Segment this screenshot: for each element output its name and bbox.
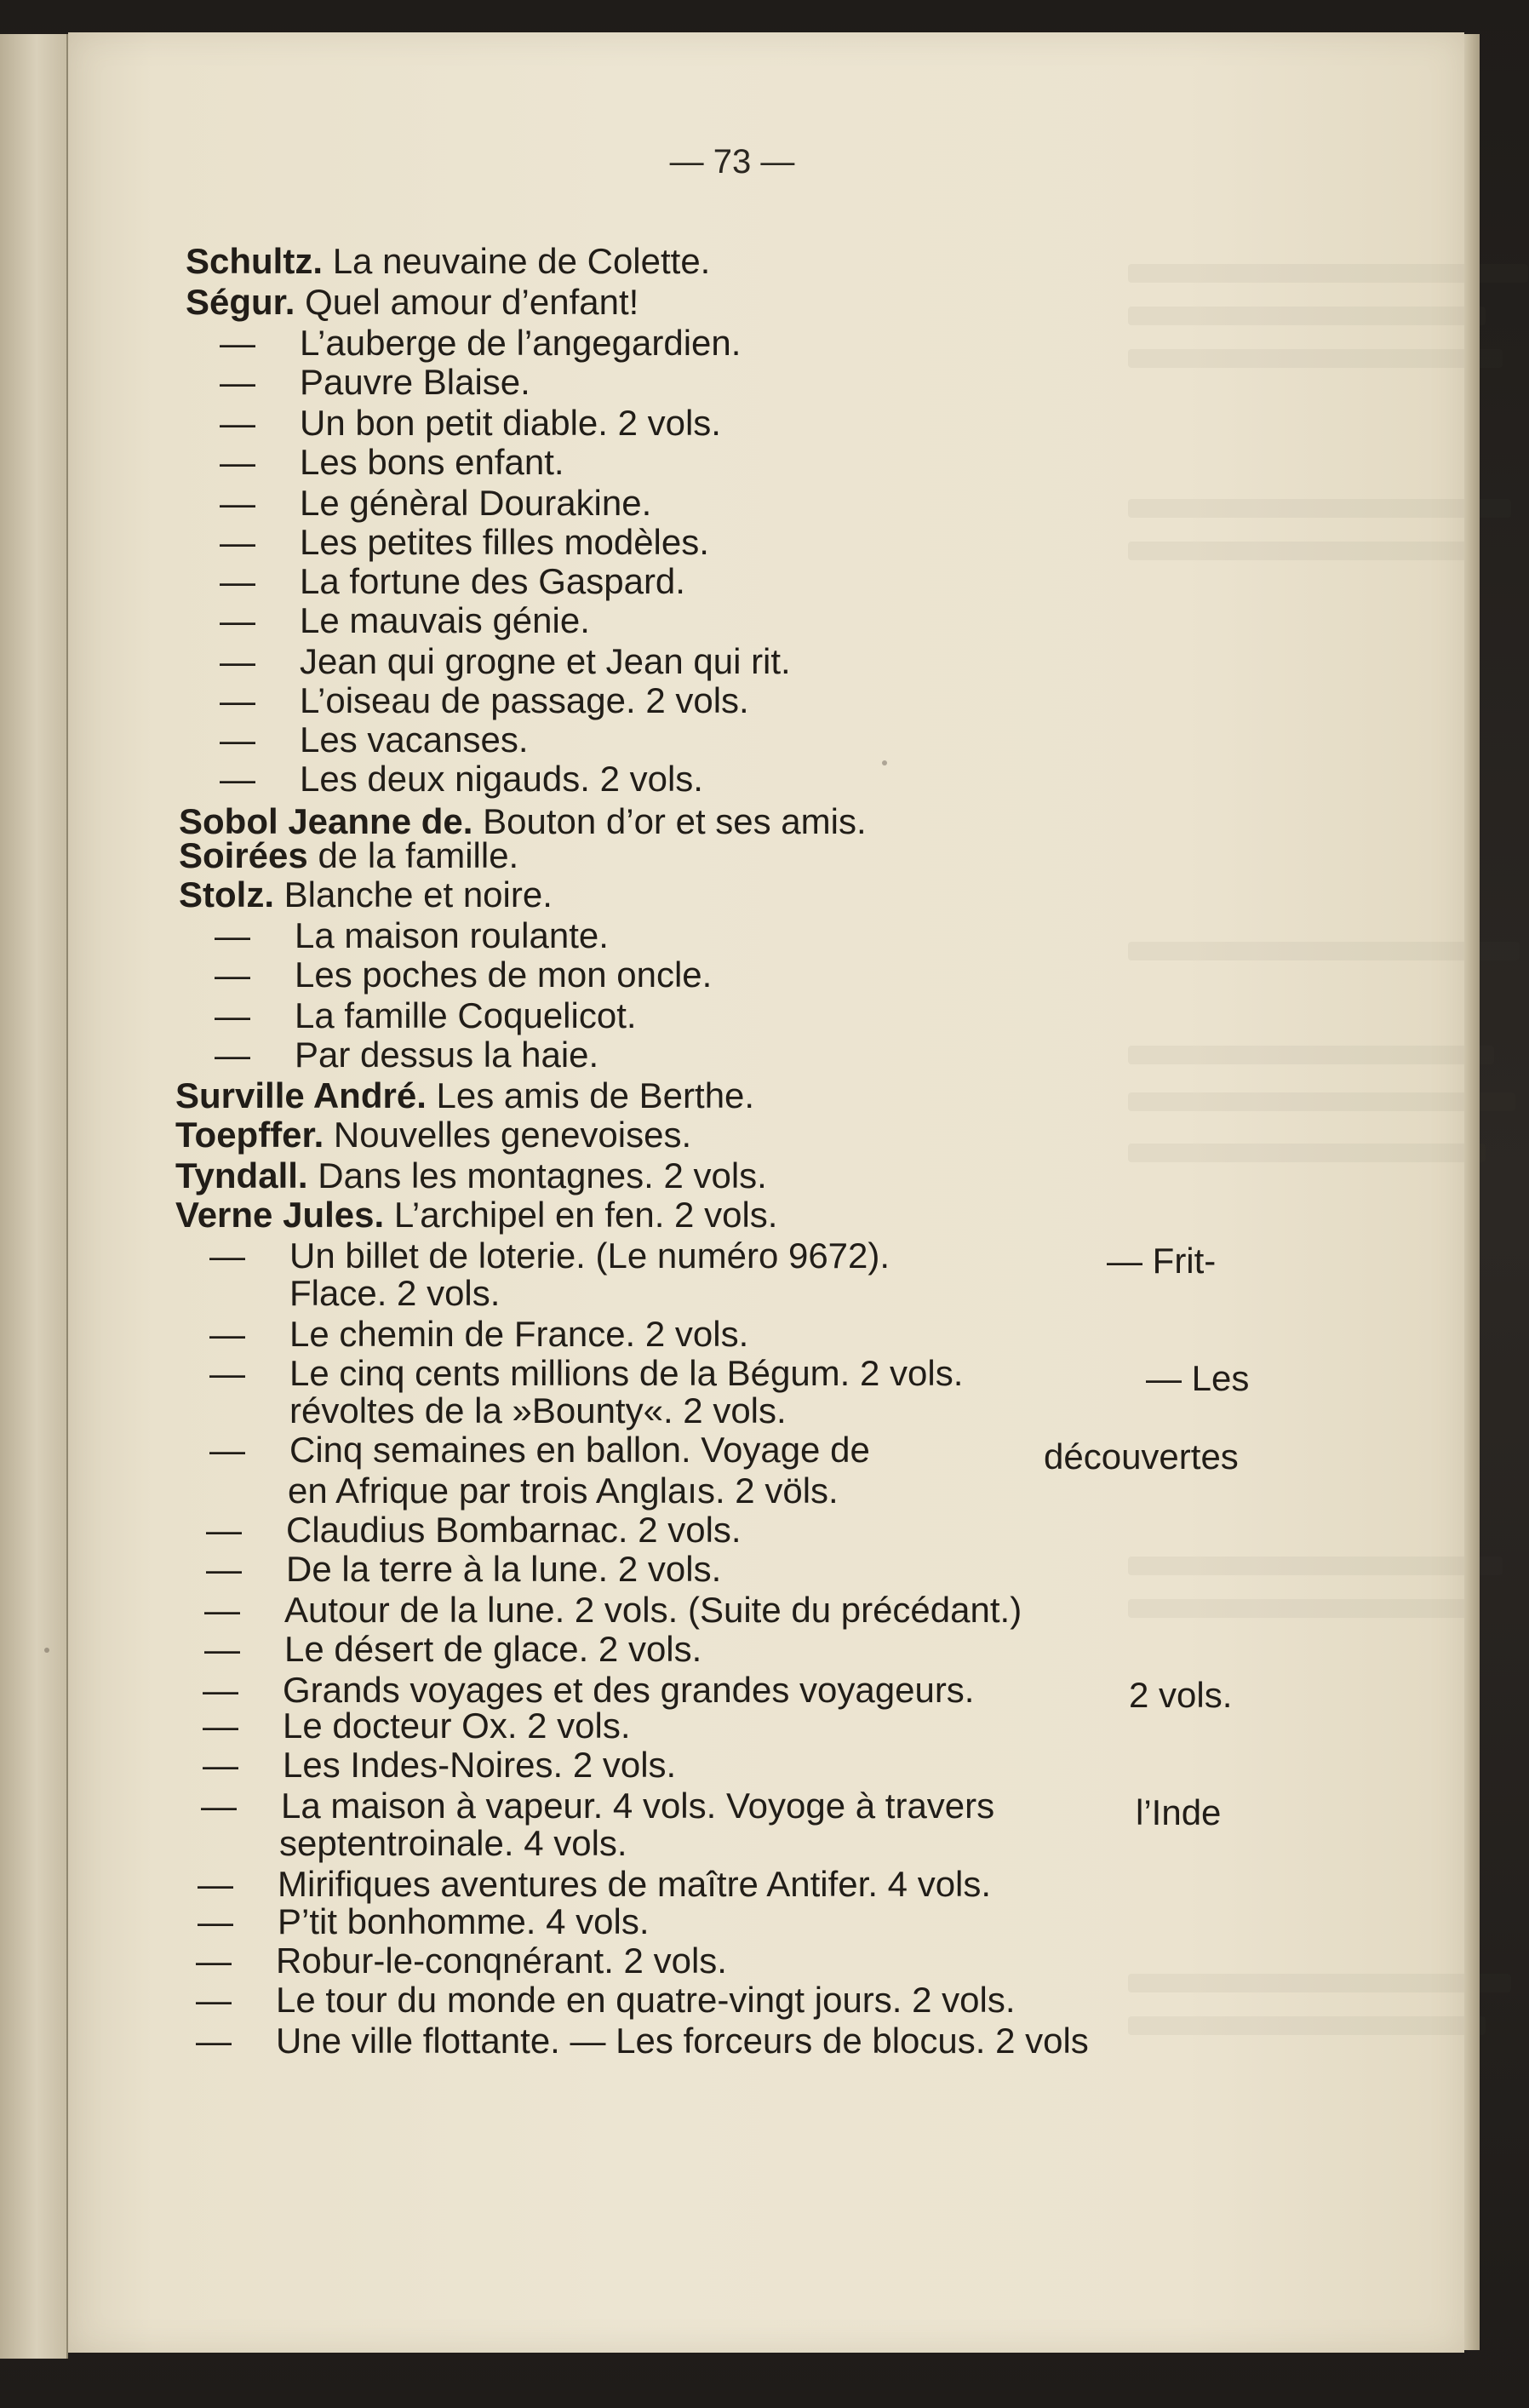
list-item [196,1979,1016,2021]
book-title: Le tour du monde en quatre-vingt jours. 2 vols. [276,1980,1016,2020]
author-name: Verne Jules. [175,1195,385,1235]
list-item [220,322,742,364]
book-title: Nouvelles genevoises. [333,1115,692,1155]
book-title: Grands voyages et des grandes voyageurs. [283,1670,975,1710]
ditto-dash: — [215,955,250,995]
book-title: Les petites filles modèles. [300,522,709,562]
ditto-dash: — [209,1430,245,1470]
list-item [220,560,685,603]
ditto-dash: — [206,1549,242,1589]
ditto-dash: — [209,1236,245,1276]
book-title: La famille Coquelicot. [295,995,637,1035]
list-item [198,1901,650,1943]
book-title: Par dessus la haie. [295,1035,599,1075]
book-title-wrap: septentroinale. 4 vols. [279,1823,627,1863]
book-title-wrap: en Afrique par trois Anglaıs. 2 völs. [288,1471,839,1511]
list-item [215,914,609,957]
list-item [220,640,791,683]
list-item [209,1235,890,1277]
author-name: Soirées [179,835,308,875]
list-item [215,995,637,1037]
book-title: Cinq semaines en ballon. Voyage de [289,1430,870,1470]
book-title: Le chemin de France. 2 vols. [289,1314,749,1354]
book-title: Les vacanses. [300,720,529,760]
book-title: La neuvaine de Colette. [332,241,711,281]
list-item [220,521,709,564]
book-title: Les poches de mon oncle. [295,955,713,995]
book-title: Pauvre Blaise. [300,362,530,402]
list-item [220,361,530,404]
book-title-continued: l’Inde [1136,1792,1222,1832]
book-title-continued: — Frit- [1107,1241,1217,1281]
book-title: Le génèral Dourakine. [300,483,652,523]
book-title-continued: découvertes [1044,1436,1239,1476]
ditto-dash: — [209,1353,245,1393]
book-title: Le docteur Ox. 2 vols. [283,1706,631,1746]
list-item [204,1628,702,1671]
list-item [220,599,590,642]
list-item [198,1863,992,1906]
author-name: Toepffer. [175,1115,324,1155]
book-title: Les amis de Berthe. [436,1075,755,1115]
author-name: Stolz. [179,874,274,914]
list-item [215,1034,599,1076]
ditto-dash: — [220,759,255,799]
author-name: Tyndall. [175,1155,308,1195]
ditto-dash: — [198,1901,233,1941]
list-item [179,874,553,916]
list-item [206,1509,742,1551]
ditto-dash: — [220,362,255,402]
right-page-edge [1464,34,1480,2350]
book-title-continued: 2 vols. [1129,1675,1233,1715]
ditto-dash: — [215,995,250,1035]
list-item [215,954,713,996]
list-item [206,1548,722,1591]
book-title: La maison roulante. [295,915,609,955]
book-title: Quel amour d’enfant! [305,282,639,322]
list-item [209,1352,964,1395]
ditto-dash: — [196,1980,232,2020]
ditto-dash: — [220,561,255,601]
book-title: Blanche et noire. [283,874,553,914]
book-title: Autour de la lune. 2 vols. (Suite du précédant.) [284,1590,1022,1630]
book-title: Un billet de loterie. (Le numéro 9672). [289,1236,890,1276]
book-title: L’archipel en fen. 2 vols. [393,1195,778,1235]
ditto-dash: — [220,442,255,482]
book-title-wrap: Flace. 2 vols. [289,1273,501,1313]
ditto-dash: — [204,1629,240,1669]
list-item [196,1940,727,1982]
book-title: P’tit bonhomme. 4 vols. [278,1901,650,1941]
book-title: Robur-le-conqnérant. 2 vols. [276,1941,727,1981]
list-item [209,1313,749,1356]
book-title: Le mauvais génie. [300,600,590,640]
ditto-dash: — [220,600,255,640]
list-item [220,482,652,525]
book-title: De la terre à la lune. 2 vols. [286,1549,722,1589]
book-title: de la famille. [318,835,519,875]
ditto-dash: — [206,1510,242,1550]
list-item [220,719,529,761]
list-item [179,834,518,877]
book-title: Dans les montagnes. 2 vols. [318,1155,767,1195]
list-item [220,402,721,444]
book-title: Claudius Bombarnac. 2 vols. [286,1510,742,1550]
list-item [186,240,710,283]
list-item [203,1744,677,1786]
ditto-dash: — [215,915,250,955]
author-name: Schultz. [186,241,324,281]
book-title: La fortune des Gaspard. [300,561,685,601]
ditto-dash: — [209,1314,245,1354]
ditto-dash: — [220,720,255,760]
list-item [175,1114,691,1156]
author-name: Ségur. [186,282,295,322]
author-name: Sobol Jeanne de. [179,801,473,841]
book-title: L’auberge de l’angegardien. [300,323,742,363]
list-item [220,441,564,484]
book-title: Une ville flottante. — Les forceurs de blocus. 2 vols [276,2021,1089,2061]
ditto-dash: — [198,1864,233,1904]
book-title: Les Indes-Noires. 2 vols. [283,1745,677,1785]
ditto-dash: — [201,1786,237,1826]
book-title: Un bon petit diable. 2 vols. [300,403,721,443]
book-title: Les bons enfant. [300,442,564,482]
list-item [196,2020,1089,2062]
ditto-dash: — [220,641,255,681]
ditto-dash: — [220,403,255,443]
ditto-dash: — [196,1941,232,1981]
list-item [209,1429,870,1471]
ditto-dash: — [220,483,255,523]
list-item [204,1589,1022,1631]
ditto-dash: — [220,323,255,363]
list-item [175,1194,777,1236]
book-title: Bouton d’or et ses amis. [483,801,867,841]
list-item [175,1155,767,1197]
ditto-dash: — [203,1706,238,1746]
book-title: Le désert de glace. 2 vols. [284,1629,702,1669]
book-title: Le cinq cents millions de la Bégum. 2 vols. [289,1353,964,1393]
ditto-dash: — [203,1745,238,1785]
list-item [220,679,749,722]
book-title: Les deux nigauds. 2 vols. [300,759,703,799]
list-item [186,281,639,324]
ditto-dash: — [196,2021,232,2061]
book-title-continued: — Les [1146,1358,1250,1398]
book-title: Mirifiques aventures de maître Antifer. 4 vols. [278,1864,992,1904]
ditto-dash: — [220,522,255,562]
book-title: L’oiseau de passage. 2 vols. [300,680,749,720]
author-name: Surville André. [175,1075,427,1115]
ditto-dash: — [215,1035,250,1075]
ditto-dash: — [220,680,255,720]
list-item [220,758,703,800]
ditto-dash: — [203,1670,238,1710]
list-item [175,1075,754,1117]
book-title-wrap: révoltes de la »Bounty«. 2 vols. [289,1390,787,1430]
ditto-dash: — [204,1590,240,1630]
list-item [201,1785,995,1827]
page-number: — 73 — [669,143,795,181]
list-item [203,1705,631,1747]
book-title: Jean qui grogne et Jean qui rit. [300,641,791,681]
book-title: La maison à vapeur. 4 vols. Voyoge à travers [281,1786,995,1826]
